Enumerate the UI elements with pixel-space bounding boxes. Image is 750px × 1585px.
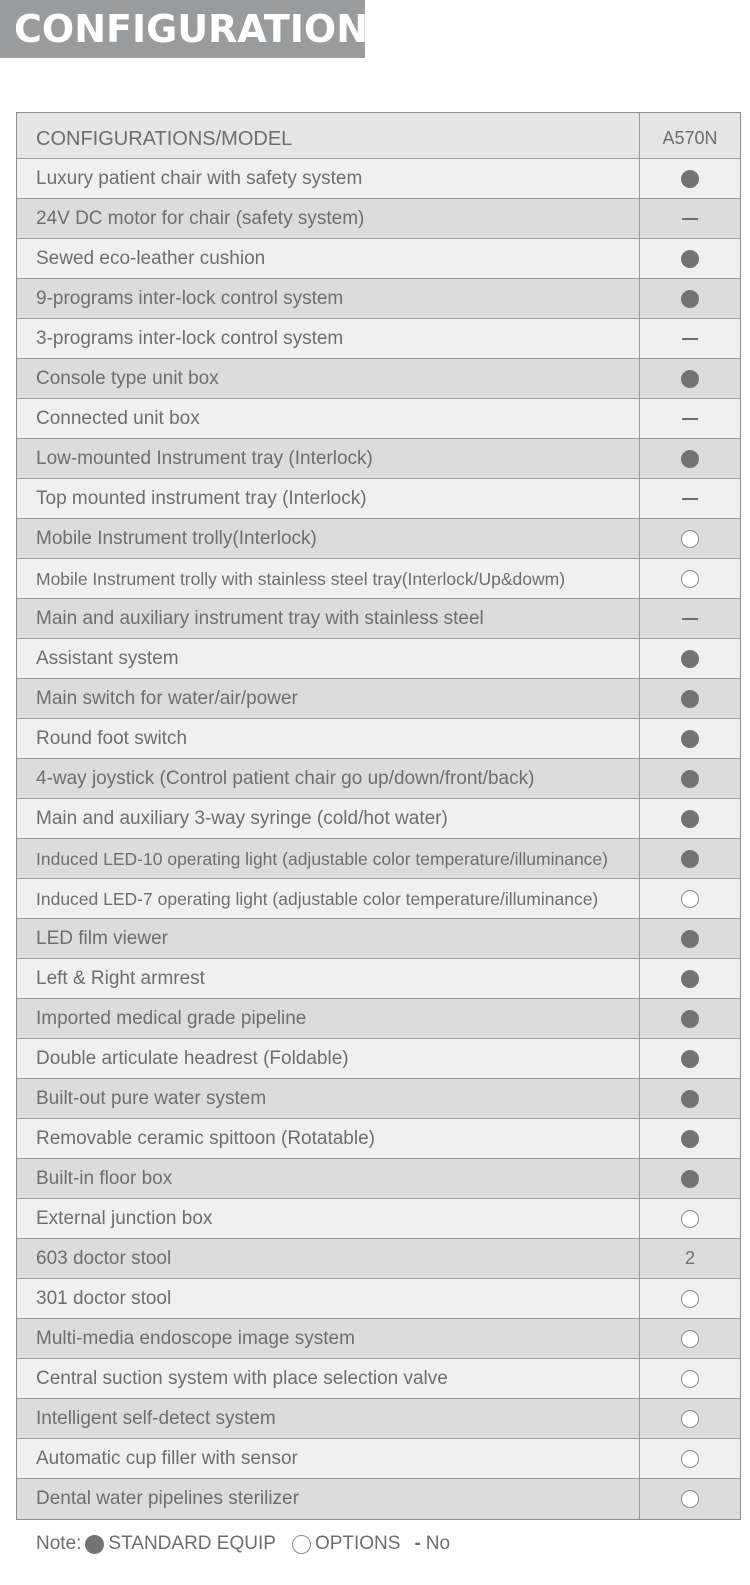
- config-name: Luxury patient chair with safety system: [17, 159, 640, 198]
- config-name: Main and auxiliary instrument tray with stainless steel: [17, 599, 640, 638]
- config-name: Sewed eco-leather cushion: [17, 239, 640, 278]
- config-name: Mobile Instrument trolly with stainless steel tray(Interlock/Up&dowm): [17, 559, 640, 598]
- config-name: External junction box: [17, 1199, 640, 1238]
- value-text: 2: [684, 1248, 695, 1268]
- table-row: [17, 519, 740, 559]
- table-row: [17, 1439, 740, 1479]
- table-row: [17, 919, 740, 959]
- config-name: Main and auxiliary 3-way syringe (cold/hot water): [17, 799, 640, 838]
- config-value: [640, 359, 740, 398]
- table-row: [17, 439, 740, 479]
- config-name: Connected unit box: [17, 399, 640, 438]
- config-value: [640, 799, 740, 838]
- config-name: Built-in floor box: [17, 1159, 640, 1198]
- dash-icon: [682, 418, 698, 420]
- config-value: [640, 679, 740, 718]
- dash-icon: -: [414, 1533, 421, 1554]
- config-name: Automatic cup filler with sensor: [17, 1439, 640, 1478]
- config-value: [640, 319, 740, 358]
- table-row: [17, 879, 740, 919]
- config-name: Dental water pipelines sterilizer: [17, 1479, 640, 1519]
- table-row: [17, 1039, 740, 1079]
- option-dot-icon: [681, 1210, 699, 1228]
- dash-icon: [682, 218, 698, 220]
- table-row: [17, 999, 740, 1039]
- table-row: [17, 279, 740, 319]
- config-name: Removable ceramic spittoon (Rotatable): [17, 1119, 640, 1158]
- config-name: 3-programs inter-lock control system: [17, 319, 640, 358]
- config-name: Central suction system with place selection valve: [17, 1359, 640, 1398]
- config-name: Induced LED-7 operating light (adjustable color temperature/illuminance): [17, 879, 640, 918]
- option-dot-icon: [681, 530, 699, 548]
- option-dot-icon: [681, 1290, 699, 1308]
- option-dot-icon: [681, 1450, 699, 1468]
- standard-dot-icon: [681, 690, 699, 708]
- option-dot-icon: [681, 890, 699, 908]
- config-value: [640, 1479, 740, 1519]
- table-row: [17, 479, 740, 519]
- configurations-table: [16, 112, 741, 1520]
- table-row: [17, 719, 740, 759]
- option-dot-icon: [681, 570, 699, 588]
- config-name: 24V DC motor for chair (safety system): [17, 199, 640, 238]
- config-name: Main switch for water/air/power: [17, 679, 640, 718]
- table-row: [17, 399, 740, 439]
- config-name: 301 doctor stool: [17, 1279, 640, 1318]
- note-standard-label: STANDARD EQUIP: [108, 1533, 276, 1554]
- config-value: [640, 759, 740, 798]
- option-dot-icon: [681, 1330, 699, 1348]
- config-value: [640, 1119, 740, 1158]
- config-name: Induced LED-10 operating light (adjustable color temperature/illuminance): [17, 839, 640, 878]
- table-row: [17, 679, 740, 719]
- standard-dot-icon: [681, 450, 699, 468]
- config-value: [640, 559, 740, 598]
- config-value: [640, 719, 740, 758]
- table-body: [17, 159, 740, 1519]
- option-dot-icon: [681, 1490, 699, 1508]
- config-value: [640, 639, 740, 678]
- config-value: [640, 919, 740, 958]
- config-name: Intelligent self-detect system: [17, 1399, 640, 1438]
- option-dot-icon: [681, 1370, 699, 1388]
- table-header-row: [17, 113, 740, 159]
- config-value: [640, 1079, 740, 1118]
- table-row: [17, 559, 740, 599]
- table-row: [17, 1359, 740, 1399]
- config-value: [640, 1399, 740, 1438]
- table-row: [17, 1279, 740, 1319]
- config-value: [640, 1359, 740, 1398]
- standard-dot-icon: [681, 250, 699, 268]
- standard-dot-icon: [85, 1535, 104, 1554]
- config-value: [640, 599, 740, 638]
- table-row: [17, 199, 740, 239]
- standard-dot-icon: [681, 370, 699, 388]
- table-row: [17, 1319, 740, 1359]
- table-row: [17, 159, 740, 199]
- standard-dot-icon: [681, 290, 699, 308]
- standard-dot-icon: [681, 1130, 699, 1148]
- config-name: LED film viewer: [17, 919, 640, 958]
- standard-dot-icon: [681, 650, 699, 668]
- note-options-label: OPTIONS: [314, 1533, 401, 1554]
- table-row: [17, 799, 740, 839]
- dash-icon: [682, 498, 698, 500]
- standard-dot-icon: [681, 170, 699, 188]
- header-configurations-model: CONFIGURATIONS/MODEL: [17, 113, 640, 158]
- table-row: [17, 1399, 740, 1439]
- config-name: Assistant system: [17, 639, 640, 678]
- dash-icon: [682, 618, 698, 620]
- standard-dot-icon: [681, 1010, 699, 1028]
- config-value: [640, 439, 740, 478]
- table-row: [17, 1159, 740, 1199]
- config-value: [640, 399, 740, 438]
- option-dot-icon: [681, 1410, 699, 1428]
- standard-dot-icon: [681, 1050, 699, 1068]
- config-name: Double articulate headrest (Foldable): [17, 1039, 640, 1078]
- standard-dot-icon: [681, 1090, 699, 1108]
- table-row: [17, 599, 740, 639]
- config-value: [640, 519, 740, 558]
- table-row: [17, 759, 740, 799]
- config-name: Multi-media endoscope image system: [17, 1319, 640, 1358]
- standard-dot-icon: [681, 730, 699, 748]
- table-row: [17, 959, 740, 999]
- config-name: Left & Right armrest: [17, 959, 640, 998]
- config-value: [640, 1279, 740, 1318]
- config-name: Low-mounted Instrument tray (Interlock): [17, 439, 640, 478]
- standard-dot-icon: [681, 850, 699, 868]
- config-value: [640, 279, 740, 318]
- table-row: [17, 839, 740, 879]
- config-name: Imported medical grade pipeline: [17, 999, 640, 1038]
- header-model: A570N: [662, 128, 718, 148]
- config-value: [640, 1439, 740, 1478]
- table-row: [17, 639, 740, 679]
- table-row: [17, 239, 740, 279]
- config-value: [640, 1319, 740, 1358]
- config-name: Console type unit box: [17, 359, 640, 398]
- table-row: [17, 1479, 740, 1519]
- table-row: [17, 1119, 740, 1159]
- config-name: 4-way joystick (Control patient chair go up/down/front/back): [17, 759, 640, 798]
- config-value: [640, 1239, 740, 1278]
- config-value: [640, 839, 740, 878]
- config-name: Round foot switch: [17, 719, 640, 758]
- dash-icon: [682, 338, 698, 340]
- standard-dot-icon: [681, 970, 699, 988]
- note-prefix: Note:: [36, 1533, 82, 1554]
- standard-dot-icon: [681, 770, 699, 788]
- table-row: [17, 1199, 740, 1239]
- config-value: [640, 159, 740, 198]
- standard-dot-icon: [681, 930, 699, 948]
- config-value: [640, 199, 740, 238]
- config-value: [640, 999, 740, 1038]
- table-row: [17, 359, 740, 399]
- config-value: [640, 1039, 740, 1078]
- page-title: CONFIGURATIONS: [0, 0, 365, 58]
- table-row: [17, 1079, 740, 1119]
- table-row: [17, 319, 740, 359]
- config-value: [640, 879, 740, 918]
- config-name: Built-out pure water system: [17, 1079, 640, 1118]
- config-name: 603 doctor stool: [17, 1239, 640, 1278]
- standard-dot-icon: [681, 1170, 699, 1188]
- table-row: [17, 1239, 740, 1279]
- option-dot-icon: [292, 1535, 311, 1554]
- config-value: [640, 1159, 740, 1198]
- standard-dot-icon: [681, 810, 699, 828]
- config-name: Mobile Instrument trolly(Interlock): [17, 519, 640, 558]
- config-value: [640, 479, 740, 518]
- config-value: [640, 239, 740, 278]
- config-value: [640, 1199, 740, 1238]
- config-value: [640, 959, 740, 998]
- config-name: Top mounted instrument tray (Interlock): [17, 479, 640, 518]
- legend-note: [36, 1530, 450, 1558]
- note-no-label: No: [425, 1533, 451, 1554]
- config-name: 9-programs inter-lock control system: [17, 279, 640, 318]
